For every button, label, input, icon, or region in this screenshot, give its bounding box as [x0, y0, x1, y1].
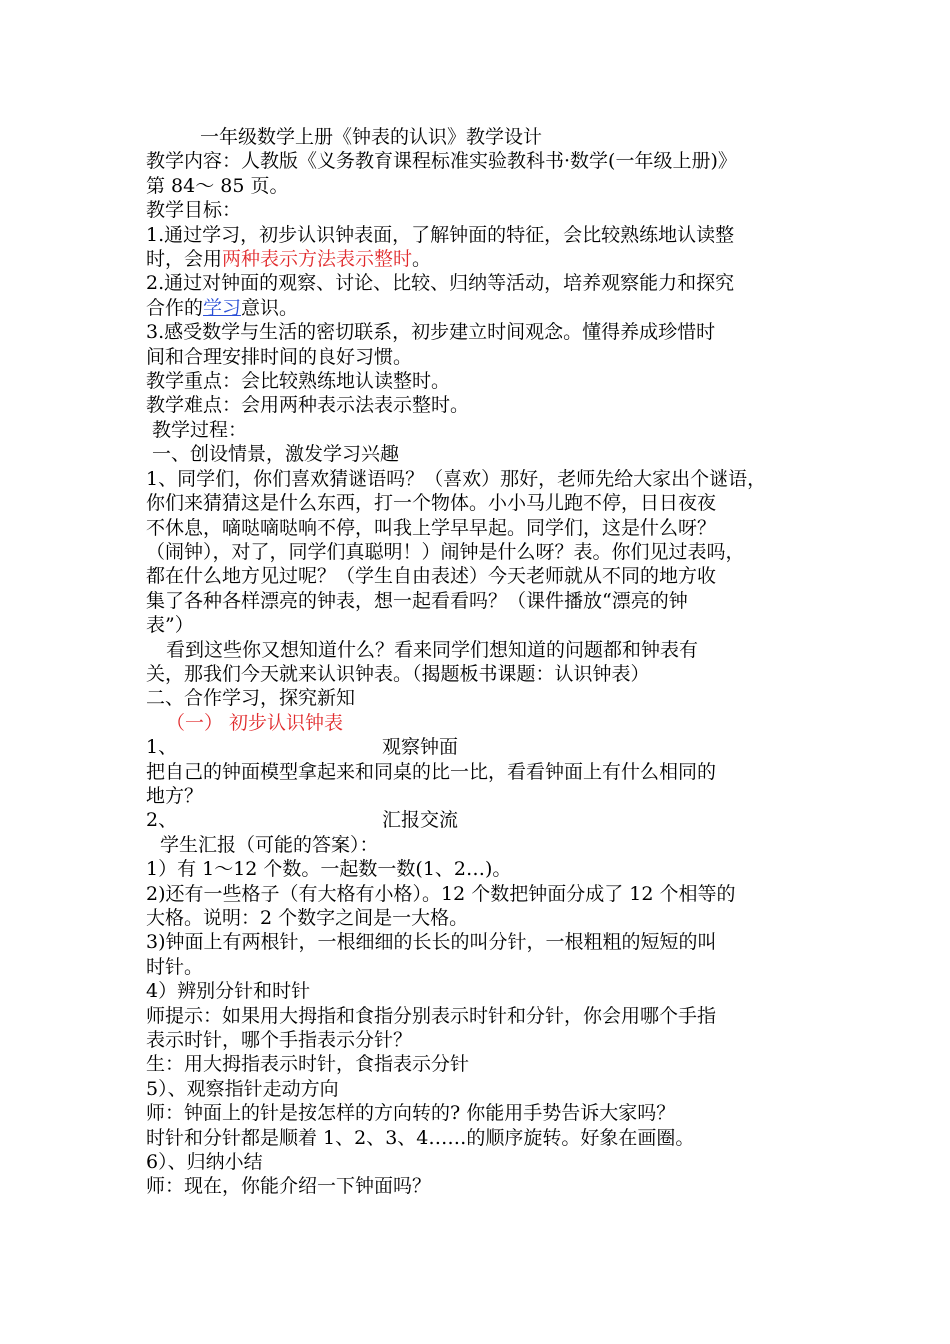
section-heading: 一、创设情景，激发学习兴趣: [152, 443, 400, 466]
list-item: 3)钟面上有两根针，一根细细的长长的叫分针，一根粗粗的短短的叫: [146, 931, 717, 954]
difficulty: 教学难点：会用两种表示法表示整时。: [146, 394, 470, 417]
paragraph-line: 不休息，嘀哒嘀哒响不停，叫我上学早早起。同学们，这是什么呀？: [146, 516, 717, 539]
goal-text: 时，会用: [146, 248, 223, 271]
list-item: 6）、归纳小结: [146, 1151, 263, 1174]
teaching-content-line: 第 84～ 85 页。: [146, 174, 289, 197]
paragraph-line: （闹钟），对了，同学们真聪明！）闹钟是什么呀？表。你们见过表吗，: [146, 540, 745, 563]
goal-text: 。: [412, 248, 432, 271]
paragraph-line: 师提示：如果用大拇指和食指分别表示时针和分针，你会用哪个手指: [146, 1004, 717, 1027]
goals-heading: 教学目标：: [146, 199, 242, 222]
paragraph-line: 关，那我们今天就来认识钟表。（揭题板书课题：认识钟表）: [146, 662, 650, 685]
list-item: 时针。: [146, 955, 204, 978]
list-item: 5）、观察指针走动方向: [146, 1077, 339, 1100]
goal-text: 意识。: [241, 296, 299, 319]
list-item: 大格。说明：2 个数字之间是一大格。: [146, 907, 469, 929]
goal-line: [146, 247, 816, 271]
key-point: 教学重点：会比较熟练地认读整时。: [146, 370, 451, 393]
step-text: 汇报交流: [382, 809, 459, 832]
goal-line: 1.通过学习，初步认识钟表面，了解钟面的特征，会比较熟练地认读整: [146, 223, 735, 246]
paragraph-line: 都在什么地方见过呢？（学生自由表述）今天老师就从不同的地方收: [146, 565, 717, 588]
list-item: 1）有 1～12 个数。一起数一数(1、2…)。: [146, 858, 512, 881]
document-title: 一年级数学上册《钟表的认识》教学设计: [200, 126, 543, 148]
paragraph-line: 师：钟面上的针是按怎样的方向转的? 你能用手势告诉大家吗？: [146, 1102, 676, 1125]
process-heading: 教学过程：: [152, 418, 248, 441]
document-body: [146, 125, 816, 1199]
paragraph-line: 生：用大拇指表示时针，食指表示分针: [146, 1053, 470, 1076]
goal-line: 3.感受数学与生活的密切联系，初步建立时间观念。懂得养成珍惜时: [146, 321, 716, 344]
highlighted-text: 两种表示方法表示整时: [222, 248, 413, 271]
list-item: 4）辨别分针和时针: [146, 980, 311, 1003]
list-item: 2)还有一些格子（有大格有小格）。12 个数把钟面分成了 12 个相等的: [146, 882, 736, 905]
step-number: 1、: [146, 736, 178, 759]
paragraph-line: 你们来猜猜这是什么东西，打一个物体。小小马儿跑不停，日日夜夜: [146, 492, 717, 515]
study-link[interactable]: 学习: [203, 296, 242, 319]
step-line: [146, 808, 816, 832]
step-line: [146, 735, 816, 759]
paragraph-line: 师：现在，你能介绍一下钟面吗？: [146, 1175, 432, 1198]
report-intro: 学生汇报（可能的答案）：: [160, 833, 379, 856]
paragraph-line: 地方？: [146, 784, 204, 807]
goal-line: [146, 296, 816, 320]
paragraph-line: 1、同学们，你们喜欢猜谜语吗？（喜欢）那好，老师先给大家出个谜语，: [146, 467, 767, 490]
subsection-heading: （一） 初步认识钟表: [166, 711, 344, 734]
goal-line: 2.通过对钟面的观察、讨论、比较、归纳等活动，培养观察能力和探究: [146, 272, 735, 295]
section-heading: 二、合作学习，探究新知: [146, 687, 356, 710]
step-number: 2、: [146, 809, 178, 832]
step-text: 观察钟面: [382, 736, 459, 759]
paragraph-line: 时针和分针都是顺着 1、2、3、4……的顺序旋转。好象在画圈。: [146, 1126, 695, 1149]
paragraph-line: 看到这些你又想知道什么？看来同学们想知道的问题都和钟表有: [166, 638, 699, 661]
paragraph-line: 表示时针，哪个手指表示分针？: [146, 1029, 413, 1052]
paragraph-line: 把自己的钟面模型拿起来和同桌的比一比，看看钟面上有什么相同的: [146, 760, 717, 783]
goal-text: 合作的: [146, 296, 204, 319]
goal-line: 间和合理安排时间的良好习惯。: [146, 345, 413, 368]
paragraph-line: 集了各种各样漂亮的钟表，想一起看看吗？（课件播放“漂亮的钟: [146, 589, 688, 612]
paragraph-line: 表”）: [146, 614, 194, 637]
teaching-content-line: 教学内容：人教版《义务教育课程标准实验教科书·数学(一年级上册)》: [146, 150, 737, 173]
